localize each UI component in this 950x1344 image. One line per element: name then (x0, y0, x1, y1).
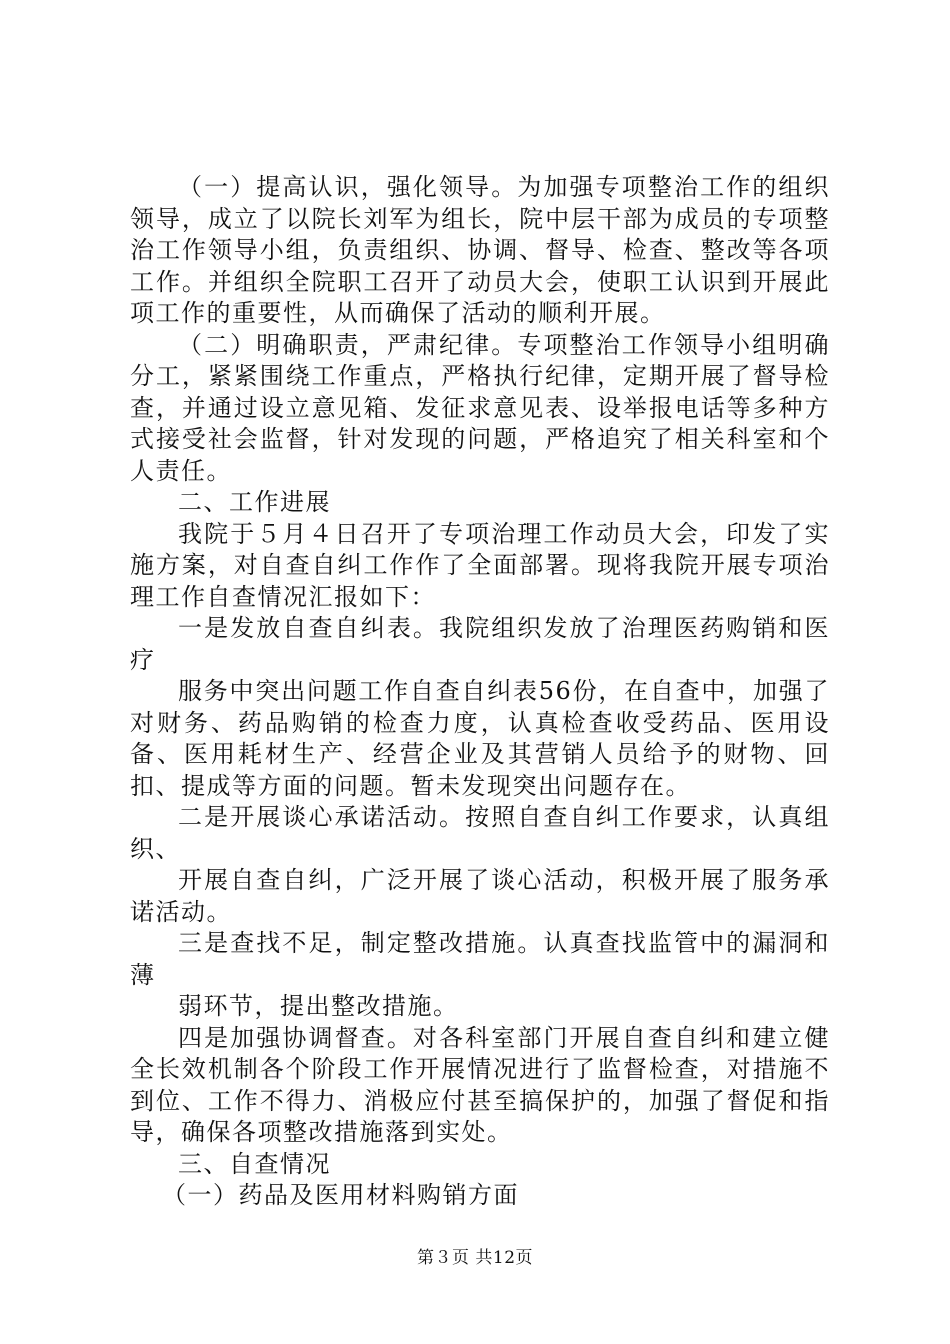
page-number-footer: 第３页 共12页 (416, 1248, 534, 1268)
paragraph-item-two: 二是开展谈心承诺活动。按照自查自纠工作要求，认真组织、 (130, 803, 830, 863)
section-heading-progress: 二、工作进展 (178, 488, 331, 516)
document-body (130, 172, 830, 1212)
paragraph-leadership: （一）提高认识，强化领导。为加强专项整治工作的组织领导，成立了以院长刘军为组长，院中层干部为成员的专项整治工作领导小组，负责组织、协调、督导、检查、整改等各项工作。并组织全院职工召开了动员大会，使职工认识到开展此项工作的重要性，从而确保了活动的顺利开展。 (130, 173, 830, 327)
paragraph-discipline: （二）明确职责，严肃纪律。专项整治工作领导小组明确分工，紧紧围绕工作重点，严格执行纪律，定期开展了督导检查，并通过设立意见箱、发征求意见表、设举报电话等多种方式接受社会监督，针对发现的问题，严格追究了相关科室和个人责任。 (130, 330, 830, 485)
paragraph-item-three-cont: 弱环节，提出整改措施。 (178, 992, 459, 1020)
paragraph-item-two-cont: 开展自查自纠，广泛开展了谈心活动，积极开展了服务承诺活动。 (130, 866, 830, 926)
paragraph-item-one-cont: 服务中突出问题工作自查自纠表56份，在自查中，加强了对财务、药品购销的检查力度，认真检查收受药品、医用设备、医用耗材生产、经营企业及其营销人员给予的财物、回扣、提成等方面的问题。暂未发现突出问题存在。 (130, 677, 830, 800)
subsection-heading-drugs: （一）药品及医用材料购销方面 (162, 1181, 519, 1209)
paragraph-item-three: 三是查找不足，制定整改措施。认真查找监管中的漏洞和薄 (130, 929, 830, 989)
section-heading-self-check: 三、自查情况 (178, 1149, 331, 1178)
paragraph-item-one: 一是发放自查自纠表。我院组织发放了治理医药购销和医疗 (130, 614, 830, 674)
paragraph-item-four: 四是加强协调督查。对各科室部门开展自查自纠和建立健全长效机制各个阶段工作开展情况进行了监督检查，对措施不到位、工作不得力、消极应付甚至搞保护的，加强了督促和指导，确保各项整改措施落到实处。 (130, 1023, 830, 1146)
paragraph-progress-intro: 我院于５月４日召开了专项治理工作动员大会，印发了实施方案，对自查自纠工作作了全面部署。现将我院开展专项治理工作自查情况汇报如下： (130, 519, 830, 611)
